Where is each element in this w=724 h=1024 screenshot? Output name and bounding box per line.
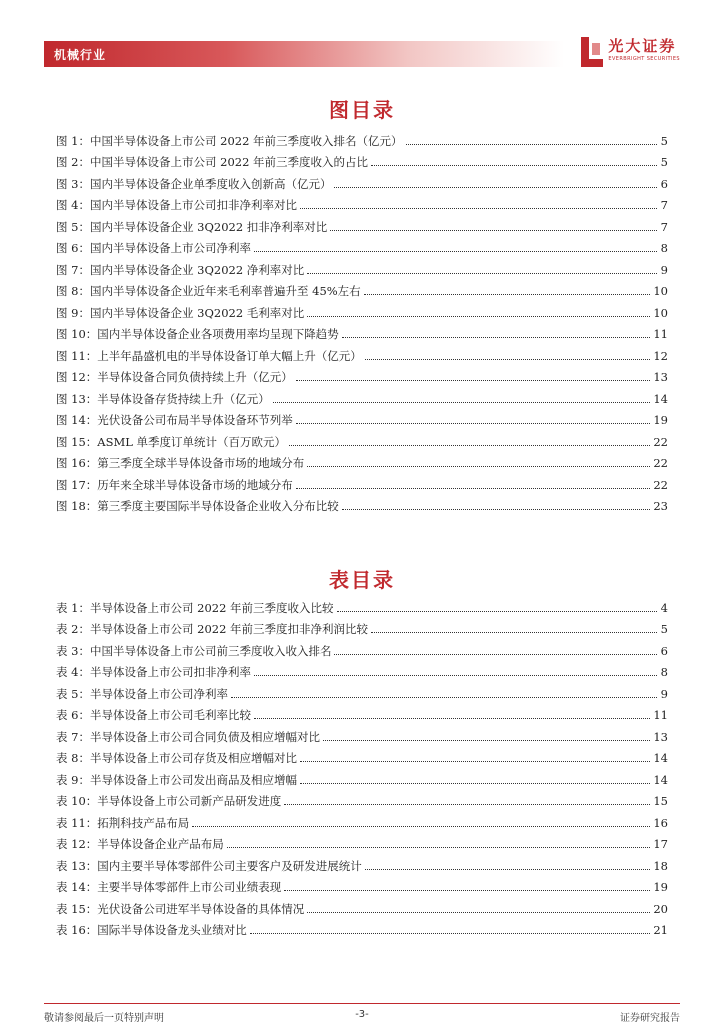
logo-name-cn: 光大证券 (608, 37, 677, 55)
logo-mark-icon (581, 37, 603, 67)
table-toc-entry-page: 19 (653, 880, 668, 894)
figures-toc-list (56, 126, 668, 513)
dot-leader (365, 868, 651, 870)
industry-label: 机械行业 (54, 47, 107, 62)
dot-leader (307, 911, 650, 913)
dot-leader (323, 739, 650, 741)
table-toc-entry[interactable] (56, 787, 668, 809)
dot-leader (192, 825, 650, 827)
figure-toc-entry-label: 图 1：中国半导体设备上市公司 2022 年前三季度收入排名（亿元） (56, 133, 403, 148)
dot-leader (284, 889, 650, 891)
dot-leader (300, 782, 650, 784)
dot-leader (342, 336, 651, 338)
figure-toc-entry[interactable] (56, 126, 668, 148)
table-toc-entry-label: 表 2：半导体设备上市公司 2022 年前三季度扣非净利润比较 (56, 622, 369, 636)
dot-leader (300, 207, 657, 209)
figure-toc-entry-page: 13 (653, 370, 668, 384)
table-toc-entry-label: 表 14：主要半导体零部件上市公司业绩表现 (56, 880, 282, 894)
figure-toc-entry[interactable] (56, 320, 668, 342)
table-toc-entry-page: 4 (660, 600, 668, 615)
dot-leader (227, 846, 651, 848)
page-header (44, 37, 680, 67)
figure-toc-entry-label: 图 10：国内半导体设备企业各项费用率均呈现下降趋势 (56, 327, 339, 341)
table-toc-entry-label: 表 10：半导体设备上市公司新产品研发进度 (56, 794, 282, 808)
figure-toc-entry-label: 图 9：国内半导体设备企业 3Q2022 毛利率对比 (56, 305, 305, 320)
figure-toc-entry-page: 12 (653, 348, 668, 363)
dot-leader (307, 465, 650, 467)
table-toc-entry-label: 表 8：半导体设备上市公司存货及相应增幅对比 (56, 751, 297, 765)
tables-toc-list (56, 593, 668, 937)
table-toc-entry-label: 表 5：半导体设备上市公司净利率 (56, 686, 228, 701)
table-toc-entry-page: 14 (653, 751, 668, 765)
tables-toc-title: 表目录 (329, 568, 395, 592)
dot-leader (337, 610, 657, 612)
dot-leader (330, 229, 657, 231)
table-toc-entry-page: 13 (653, 729, 668, 744)
header-band (44, 41, 564, 67)
figure-toc-entry-label: 图 2：中国半导体设备上市公司 2022 年前三季度收入的占比 (56, 155, 369, 169)
table-toc-entry-label: 表 11：拓荆科技产品布局 (56, 815, 190, 830)
dot-leader (231, 696, 657, 698)
figure-toc-entry[interactable] (56, 277, 668, 299)
figure-toc-entry-label: 图 6：国内半导体设备上市公司净利率 (56, 241, 251, 255)
figure-toc-entry-label: 图 17：历年来全球半导体设备市场的地域分布 (56, 477, 293, 492)
table-toc-entry-page: 5 (660, 622, 668, 636)
figure-toc-entry-page: 6 (660, 176, 668, 191)
figure-toc-entry-label: 图 11：上半年晶盛机电的半导体设备订单大幅上升（亿元） (56, 348, 362, 363)
dot-leader (250, 932, 651, 934)
table-toc-entry[interactable] (56, 851, 668, 873)
table-toc-entry[interactable] (56, 636, 668, 658)
dot-leader (254, 674, 657, 676)
dot-leader (254, 717, 650, 719)
table-toc-entry[interactable] (56, 722, 668, 744)
figure-toc-entry[interactable] (56, 169, 668, 191)
figure-toc-entry-label: 图 16：第三季度全球半导体设备市场的地域分布 (56, 456, 305, 470)
figure-toc-entry[interactable] (56, 191, 668, 213)
figure-toc-entry-page: 5 (660, 155, 668, 169)
figure-toc-entry-page: 7 (660, 198, 668, 212)
table-toc-entry-page: 17 (653, 837, 668, 851)
table-toc-entry-page: 16 (653, 815, 668, 830)
figure-toc-entry-page: 5 (660, 133, 668, 148)
table-toc-entry-page: 14 (653, 772, 668, 787)
dot-leader (296, 379, 651, 381)
table-toc-entry[interactable] (56, 830, 668, 852)
figure-toc-entry-page: 9 (660, 262, 668, 277)
figure-toc-entry-label: 图 12：半导体设备合同负债持续上升（亿元） (56, 370, 293, 384)
dot-leader (307, 315, 650, 317)
figure-toc-entry-page: 10 (653, 284, 668, 298)
dot-leader (371, 164, 657, 166)
table-toc-entry[interactable] (56, 765, 668, 787)
dot-leader (364, 293, 651, 295)
figure-toc-entry-label: 图 18：第三季度主要国际半导体设备企业收入分布比较 (56, 499, 339, 513)
dot-leader (365, 358, 651, 360)
table-toc-entry-page: 6 (660, 643, 668, 658)
figure-toc-entry-label: 图 13：半导体设备存货持续上升（亿元） (56, 391, 270, 406)
table-toc-entry-page: 20 (653, 901, 668, 916)
figure-toc-entry[interactable] (56, 492, 668, 514)
table-toc-entry-page: 8 (660, 665, 668, 679)
figure-toc-entry-page: 23 (653, 499, 668, 513)
dot-leader (406, 143, 657, 145)
table-toc-entry[interactable] (56, 916, 668, 938)
table-toc-entry-page: 21 (653, 923, 668, 937)
figure-toc-entry-page: 8 (660, 241, 668, 255)
figure-toc-entry-label: 图 5：国内半导体设备企业 3Q2022 扣非净利率对比 (56, 219, 328, 234)
figure-toc-entry-label: 图 7：国内半导体设备企业 3Q2022 净利率对比 (56, 262, 305, 277)
figure-toc-entry[interactable] (56, 384, 668, 406)
dot-leader (296, 422, 651, 424)
table-toc-entry-label: 表 6：半导体设备上市公司毛利率比较 (56, 708, 251, 722)
page-number: -3- (355, 1009, 369, 1020)
figure-toc-entry-page: 14 (653, 391, 668, 406)
dot-leader (300, 760, 650, 762)
table-toc-entry-label: 表 12：半导体设备企业产品布局 (56, 837, 224, 851)
table-toc-entry-label: 表 4：半导体设备上市公司扣非净利率 (56, 665, 251, 679)
table-toc-entry[interactable] (56, 808, 668, 830)
figure-toc-entry-label: 图 4：国内半导体设备上市公司扣非净利率对比 (56, 198, 297, 212)
dot-leader (289, 444, 650, 446)
figure-toc-entry-page: 19 (653, 413, 668, 427)
table-toc-entry[interactable] (56, 615, 668, 637)
figure-toc-entry-page: 10 (653, 305, 668, 320)
logo-name-en: EVERBRIGHT SECURITIES (608, 56, 680, 62)
table-toc-entry[interactable] (56, 894, 668, 916)
figure-toc-entry[interactable] (56, 341, 668, 363)
table-toc-entry-label: 表 9：半导体设备上市公司发出商品及相应增幅 (56, 772, 297, 787)
table-toc-entry-page: 11 (653, 708, 668, 722)
figure-toc-entry-page: 7 (660, 219, 668, 234)
dot-leader (307, 272, 657, 274)
figure-toc-entry-label: 图 3：国内半导体设备企业单季度收入创新高（亿元） (56, 176, 332, 191)
figure-toc-entry[interactable] (56, 298, 668, 320)
table-toc-entry[interactable] (56, 679, 668, 701)
dot-leader (334, 653, 657, 655)
figure-toc-entry[interactable] (56, 234, 668, 256)
figure-toc-entry-label: 图 15：ASML 单季度订单统计（百万欧元） (56, 434, 287, 449)
dot-leader (284, 803, 650, 805)
figure-toc-entry-page: 22 (653, 434, 668, 449)
figure-toc-entry-label: 图 8：国内半导体设备企业近年来毛利率普遍升至 45%左右 (56, 284, 361, 298)
figure-toc-entry[interactable] (56, 406, 668, 428)
table-toc-entry-page: 9 (660, 686, 668, 701)
table-toc-entry-label: 表 13：国内主要半导体零部件公司主要客户及研发进展统计 (56, 858, 362, 873)
table-toc-entry[interactable] (56, 658, 668, 680)
report-type: 证券研究报告 (620, 1013, 680, 1024)
table-toc-entry-label: 表 1：半导体设备上市公司 2022 年前三季度收入比较 (56, 600, 334, 615)
table-toc-entry[interactable] (56, 593, 668, 615)
figure-toc-entry[interactable] (56, 363, 668, 385)
table-toc-entry[interactable] (56, 701, 668, 723)
table-toc-entry-page: 18 (653, 858, 668, 873)
dot-leader (273, 401, 651, 403)
figure-toc-entry-page: 22 (653, 456, 668, 470)
figures-toc-title: 图目录 (329, 98, 395, 122)
figure-toc-entry[interactable] (56, 255, 668, 277)
table-toc-entry-label: 表 16：国际半导体设备龙头业绩对比 (56, 923, 247, 937)
footer-divider (44, 1003, 680, 1004)
table-toc-entry-page: 15 (653, 794, 668, 808)
figure-toc-entry[interactable] (56, 148, 668, 170)
dot-leader (296, 487, 651, 489)
dot-leader (342, 508, 651, 510)
dot-leader (334, 186, 657, 188)
table-toc-entry-label: 表 15：光伏设备公司进军半导体设备的具体情况 (56, 901, 305, 916)
figure-toc-entry-page: 11 (653, 327, 668, 341)
table-toc-entry-label: 表 3：中国半导体设备上市公司前三季度收入收入排名 (56, 643, 332, 658)
figure-toc-entry[interactable] (56, 449, 668, 471)
table-toc-entry[interactable] (56, 873, 668, 895)
table-toc-entry[interactable] (56, 744, 668, 766)
figure-toc-entry-page: 22 (653, 477, 668, 492)
dot-leader (371, 631, 657, 633)
figure-toc-entry-label: 图 14：光伏设备公司布局半导体设备环节列举 (56, 413, 293, 427)
company-logo (581, 37, 680, 67)
footer-disclaimer: 敬请参阅最后一页特别声明 (44, 1013, 164, 1024)
figure-toc-entry[interactable] (56, 212, 668, 234)
table-toc-entry-label: 表 7：半导体设备上市公司合同负债及相应增幅对比 (56, 729, 320, 744)
dot-leader (254, 250, 657, 252)
figure-toc-entry[interactable] (56, 470, 668, 492)
figure-toc-entry[interactable] (56, 427, 668, 449)
